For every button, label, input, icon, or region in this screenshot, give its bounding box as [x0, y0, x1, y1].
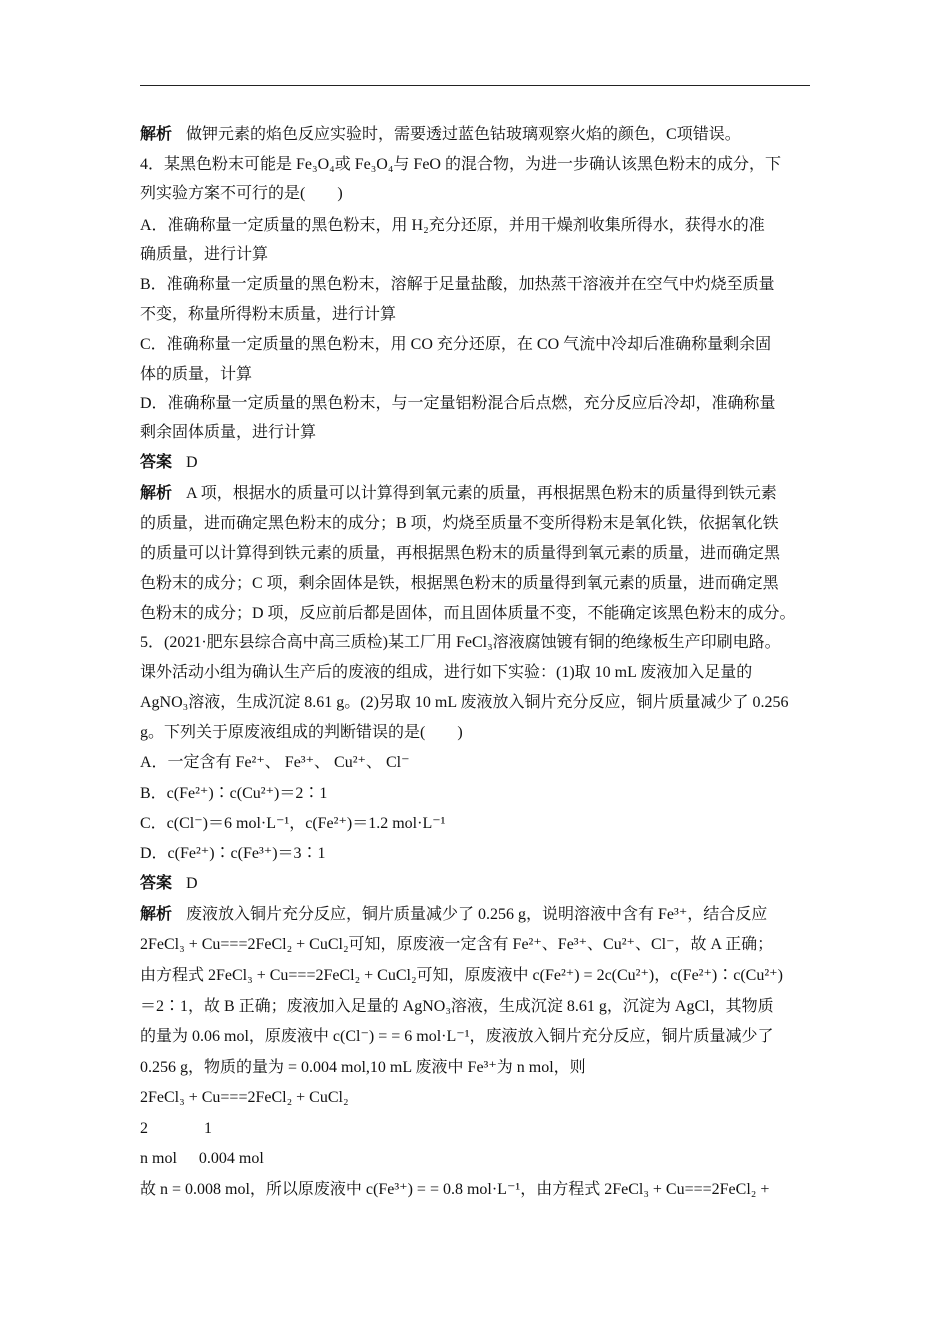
q4-option-a-line1: A．准确称量一定质量的黑色粉末，用 H₂充分还原，并用干燥剂收集所得水，获得水的准 — [140, 217, 765, 234]
q4-analysis-line4: 色粉末的成分；C 项，剩余固体是铁，根据黑色粉末的质量得到氧元素的质量，进而确定黑 — [140, 575, 779, 592]
analysis-text: A 项，根据水的质量可以计算得到氧元素的质量，再根据黑色粉末的质量得到铁元素 — [186, 485, 777, 502]
q5-ratio-row1 — [140, 1119, 212, 1139]
q5-option-c: C．c(Cl⁻)＝6 mol·L⁻¹，c(Fe²⁺)＝1.2 mol·L⁻¹ — [140, 815, 446, 832]
analysis-text: 做钾元素的焰色反应实验时，需要透过蓝色钴玻璃观察火焰的颜色，C项错误。 — [186, 126, 741, 143]
q5-stem-line2: 课外活动小组为确认生产后的废液的组成，进行如下实验：(1)取 10 mL 废液加入足量的 — [140, 664, 753, 681]
q4-option-c-line1: C．准确称量一定质量的黑色粉末，用 CO 充分还原，在 CO 气流中冷却后准确称量剩余固 — [140, 336, 772, 353]
q4-analysis-line1 — [140, 484, 777, 504]
answer-value: D — [186, 875, 198, 892]
answer-value: D — [186, 454, 198, 471]
q4-option-d-line1: D．准确称量一定质量的黑色粉末，与一定量铝粉混合后点燃，充分反应后冷却，准确称量 — [140, 395, 776, 412]
analysis-text: 废液放入铜片充分反应，铜片质量减少了 0.256 g，说明溶液中含有 Fe³⁺，结合反应 — [186, 906, 768, 923]
analysis-label: 解析 — [140, 485, 173, 502]
analysis-label: 解析 — [140, 126, 173, 143]
q4-analysis-line5: 色粉末的成分；D 项，反应前后都是固体，而且固体质量不变，不能确定该黑色粉末的成分。 — [140, 605, 796, 622]
ratio-cu-mol: 0.004 mol — [198, 1150, 264, 1167]
q5-option-a: A．一定含有 Fe²⁺、 Fe³⁺、 Cu²⁺、 Cl⁻ — [140, 754, 410, 771]
q5-analysis-line5: 的量为 0.06 mol，原废液中 c(Cl⁻) = = 6 mol·L⁻¹，废液放入铜片充分反应，铜片质量减少了 — [140, 1028, 774, 1045]
ratio-n-mol: n mol — [140, 1150, 177, 1167]
answer-label: 答案 — [140, 454, 173, 471]
q5-analysis-line7: 故 n = 0.008 mol，所以原废液中 c(Fe³⁺) = = 0.8 mol·L⁻¹，由方程式 2FeCl₃ + Cu===2FeCl₂ + — [140, 1181, 770, 1198]
answer-label: 答案 — [140, 875, 173, 892]
q4-answer — [140, 453, 198, 473]
q5-stem-line1: 5．(2021·肥东县综合高中高三质检)某工厂用 FeCl₃溶液腐蚀镀有铜的绝缘板生产印刷电路。 — [140, 634, 781, 651]
ratio-fecl3: 2 — [140, 1120, 148, 1137]
q5-analysis-line1 — [140, 905, 767, 925]
prev-analysis — [140, 125, 741, 145]
header-rule — [140, 85, 810, 86]
q4-stem-line2: 列实验方案不可行的是( ) — [140, 185, 343, 202]
q4-stem-line1: 4．某黑色粉末可能是 Fe₃O₄或 Fe₃O₄与 FeO 的混合物，为进一步确认该黑色粉末的成分，下 — [140, 156, 781, 173]
q5-analysis-line2: 2FeCl₃ + Cu===2FeCl₂ + CuCl₂可知，原废液一定含有 Fe²⁺、Fe³⁺、Cu²⁺、Cl⁻，故 A 正确； — [140, 936, 774, 953]
q5-option-b: B．c(Fe²⁺)∶c(Cu²⁺)＝2∶1 — [140, 785, 328, 802]
q5-answer — [140, 874, 198, 894]
q4-analysis-line3: 的质量可以计算得到铁元素的质量，再根据黑色粉末的质量得到氧元素的质量，进而确定黑 — [140, 545, 781, 562]
q5-option-d: D．c(Fe²⁺)∶c(Fe³⁺)＝3∶1 — [140, 845, 326, 862]
q4-option-b-line1: B．准确称量一定质量的黑色粉末，溶解于足量盐酸，加热蒸干溶液并在空气中灼烧至质量 — [140, 276, 775, 293]
q5-ratio-row2 — [140, 1149, 264, 1169]
analysis-label: 解析 — [140, 906, 173, 923]
q4-option-c-line2: 体的质量，计算 — [140, 366, 253, 383]
q4-analysis-line2: 的质量，进而确定黑色粉末的成分；B 项，灼烧至质量不变所得粉末是氧化铁，依据氧化铁 — [140, 515, 779, 532]
q4-option-a-line2: 确质量，进行计算 — [140, 246, 269, 263]
q5-stem-line4: g。下列关于原废液组成的判断错误的是( ) — [140, 724, 463, 741]
ratio-cu: 1 — [204, 1120, 212, 1137]
q4-option-d-line2: 剩余固体质量，进行计算 — [140, 424, 317, 441]
q5-equation: 2FeCl₃ + Cu===2FeCl₂ + CuCl₂ — [140, 1089, 349, 1106]
q5-analysis-line6: 0.256 g，物质的量为 = 0.004 mol,10 mL 废液中 Fe³⁺为 n mol，则 — [140, 1059, 586, 1076]
q4-option-b-line2: 不变，称量所得粉末质量，进行计算 — [140, 306, 397, 323]
q5-stem-line3: AgNO₃溶液，生成沉淀 8.61 g。(2)另取 10 mL 废液放入铜片充分反应，铜片质量减少了 0.256 — [140, 694, 789, 711]
q5-analysis-line4: ＝2∶1，故 B 正确；废液加入足量的 AgNO₃溶液，生成沉淀 8.61 g，沉淀为 AgCl，其物质 — [140, 998, 774, 1015]
q5-analysis-line3: 由方程式 2FeCl₃ + Cu===2FeCl₂ + CuCl₂可知，原废液中 c(Fe²⁺) = 2c(Cu²⁺)，c(Fe²⁺)∶c(Cu²⁺) — [140, 967, 783, 984]
